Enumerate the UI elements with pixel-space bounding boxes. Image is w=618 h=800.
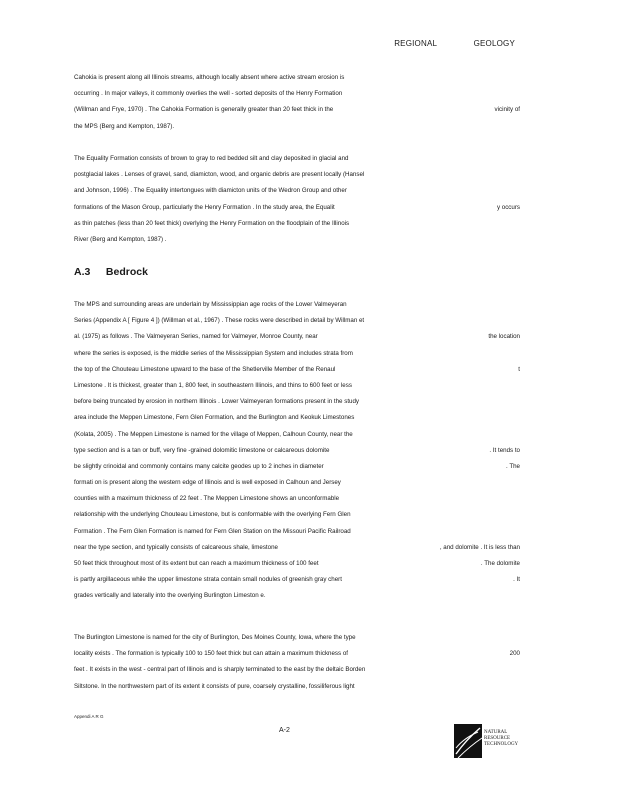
text-line xyxy=(74,232,520,248)
line-text: near the type section, and typically consists of calcareous shale, limestone xyxy=(74,543,278,551)
line-text: 50 feet thick throughout most of its extent but can reach a maximum thickness of 100 feet xyxy=(74,560,319,567)
text-line xyxy=(74,102,520,118)
line-text: Siltstone. In the northwestern part of its extent it consists of pure, coarsely crystalline, fossiliferous light xyxy=(74,682,355,690)
text-line xyxy=(74,662,520,678)
text-line xyxy=(74,646,520,662)
line-text: type section and is a tan or buff, very fine -grained dolomitic limestone or calcareous dolomite xyxy=(74,446,330,454)
text-line xyxy=(74,378,520,394)
line-text: River (Berg and Kempton, 1987) . xyxy=(74,235,167,243)
page-number: A-2 xyxy=(279,727,290,734)
header-geology: GEOLOGY xyxy=(473,39,515,48)
paragraph-cahokia xyxy=(74,70,520,135)
paragraph-burlington xyxy=(74,630,520,695)
line-text-right: vicinity of xyxy=(494,106,520,114)
text-line xyxy=(74,679,520,695)
text-line xyxy=(74,346,520,362)
text-line xyxy=(74,297,520,313)
text-line xyxy=(74,313,520,329)
text-line xyxy=(74,491,520,507)
line-text: grades vertically and laterally into the overlying Burlington Limeston e. xyxy=(74,592,266,600)
text-line xyxy=(74,572,520,588)
text-line xyxy=(74,394,520,410)
text-line xyxy=(74,183,520,199)
line-text: feet . It exists in the west - central part of Illinois and is sharply terminated to the east by the deltaic Borden xyxy=(74,666,366,674)
line-text: Limestone . It is thickest, greater than 1, 800 feet, in southeastern Illinois, and thins to 600 feet or less xyxy=(74,381,352,389)
text-line xyxy=(74,200,520,216)
section-title: Bedrock xyxy=(105,266,148,278)
text-line xyxy=(74,362,520,378)
text-line xyxy=(74,475,520,491)
line-text: formations of the Mason Group, particularly the Henry Formation . In the study area, the Equalit xyxy=(74,203,335,211)
line-text: where the series is exposed, is the middle series of the Mississippian System and includes strata from xyxy=(74,349,353,357)
line-text: occurring . In major valleys, it commonly overlies the well - sorted deposits of the Henry Formation xyxy=(74,90,343,98)
text-line xyxy=(74,630,520,646)
paragraph-bedrock xyxy=(74,297,520,605)
line-text-right: the location xyxy=(488,333,520,341)
line-text: relationship with the underlying Chouteau Limestone, but is conformable with the overlying Fern Glen xyxy=(74,511,351,519)
text-line xyxy=(74,524,520,540)
text-line xyxy=(74,459,520,475)
line-text: is partly argillaceous while the upper limestone strata contain small nodules of greenish gray chert xyxy=(74,576,342,584)
line-text-right: y occurs xyxy=(496,203,520,211)
logo-line-1: NATURAL xyxy=(484,730,508,735)
section-heading xyxy=(74,266,148,278)
line-text: area include the Meppen Limestone, Fern Glen Formation, and the Burlington and Keokuk Limestones xyxy=(74,414,355,422)
text-line xyxy=(74,86,520,102)
logo-line-3: TECHNOLOGY xyxy=(484,742,519,747)
line-text: and Johnson, 1996) . The Equality intertongues with diamicton units of the Wedron Group and other xyxy=(74,187,347,195)
line-text: Cahokia is present along all Illinois streams, although locally absent where active stream erosion is xyxy=(74,74,345,81)
line-text: before being truncated by erosion in northern Illinois . Lower Valmeyeran formations present in the study xyxy=(74,398,360,406)
logo-wordmark xyxy=(484,730,518,748)
text-line xyxy=(74,119,520,135)
line-text: Series (Appendix A [ Figure 4 ]) (Willman et al., 1967) . These rocks were described in detail by Willman et xyxy=(74,317,365,325)
line-text: the MPS (Berg and Kempton, 1987). xyxy=(74,122,175,130)
text-line xyxy=(74,151,520,167)
text-line xyxy=(74,540,520,556)
line-text-right: . The dolomite xyxy=(480,560,520,567)
line-text: (Kolata, 2005) . The Meppen Limestone is named for the village of Meppen, Calhoun County, near the xyxy=(74,430,353,438)
line-text: al. (1975) as follows . The Valmeyeran Series, named for Valmeyer, Monroe County, near xyxy=(74,333,318,341)
text-line xyxy=(74,167,520,183)
text-line xyxy=(74,329,520,345)
line-text: The Equality Formation consists of brown to gray to red bedded silt and clay deposited in glacial and xyxy=(74,155,349,162)
line-text-right: 200 xyxy=(509,650,520,658)
header-regional: REGIONAL xyxy=(394,39,438,48)
line-text: (Willman and Frye, 1970) . The Cahokia Formation is generally greater than 20 feet thick in the xyxy=(74,106,334,114)
line-text-right: t xyxy=(518,365,520,373)
text-line xyxy=(74,216,520,232)
line-text: the top of the Chouteau Limestone upward to the base of the Shetlerville Member of the Renaul xyxy=(74,365,336,373)
paragraph-equality xyxy=(74,151,520,248)
line-text: The Burlington Limestone is named for the city of Burlington, Des Moines County, Iowa, where the type xyxy=(74,634,356,641)
footer-appendix-label: Appendi A R G xyxy=(74,714,104,719)
line-text: counties with a maximum thickness of 22 feet . The Meppen Limestone shows an unconformable xyxy=(74,495,340,503)
line-text: locality exists . The formation is typically 100 to 150 feet thick but can attain a maximum thickness of xyxy=(74,650,348,658)
line-text: Formation . The Fern Glen Formation is named for Fern Glen Station on the Missouri Pacific Railroad xyxy=(74,527,351,535)
line-text: as thin patches (less than 20 feet thick) overlying the Henry Formation on the floodplain of the Illinois xyxy=(74,219,350,227)
line-text-right: . It tends to xyxy=(489,446,520,454)
text-line xyxy=(74,443,520,459)
text-line xyxy=(74,410,520,426)
text-line xyxy=(74,427,520,443)
text-line xyxy=(74,507,520,523)
line-text-right: . The xyxy=(506,462,520,470)
line-text-right: . It xyxy=(513,576,520,584)
logo-line-2: RESOURCE xyxy=(484,736,511,741)
line-text: be slightly crinoidal and commonly contains many calcite geodes up to 2 inches in diameter xyxy=(74,462,324,470)
section-number: A.3 xyxy=(74,266,91,278)
line-text: postglacial lakes . Lenses of gravel, sand, diamicton, wood, and organic debris are present locally (Hansel xyxy=(74,171,365,179)
line-text: The MPS and surrounding areas are underlain by Mississippian age rocks of the Lower Valmeyeran xyxy=(74,301,347,308)
text-line xyxy=(74,556,520,572)
text-line xyxy=(74,70,520,86)
line-text-right: , and dolomite . It is less than xyxy=(439,543,520,551)
running-header xyxy=(394,39,515,48)
text-line xyxy=(74,588,520,604)
line-text: formati on is present along the western edge of Illinois and is well exposed in Calhoun and Jersey xyxy=(74,479,341,487)
